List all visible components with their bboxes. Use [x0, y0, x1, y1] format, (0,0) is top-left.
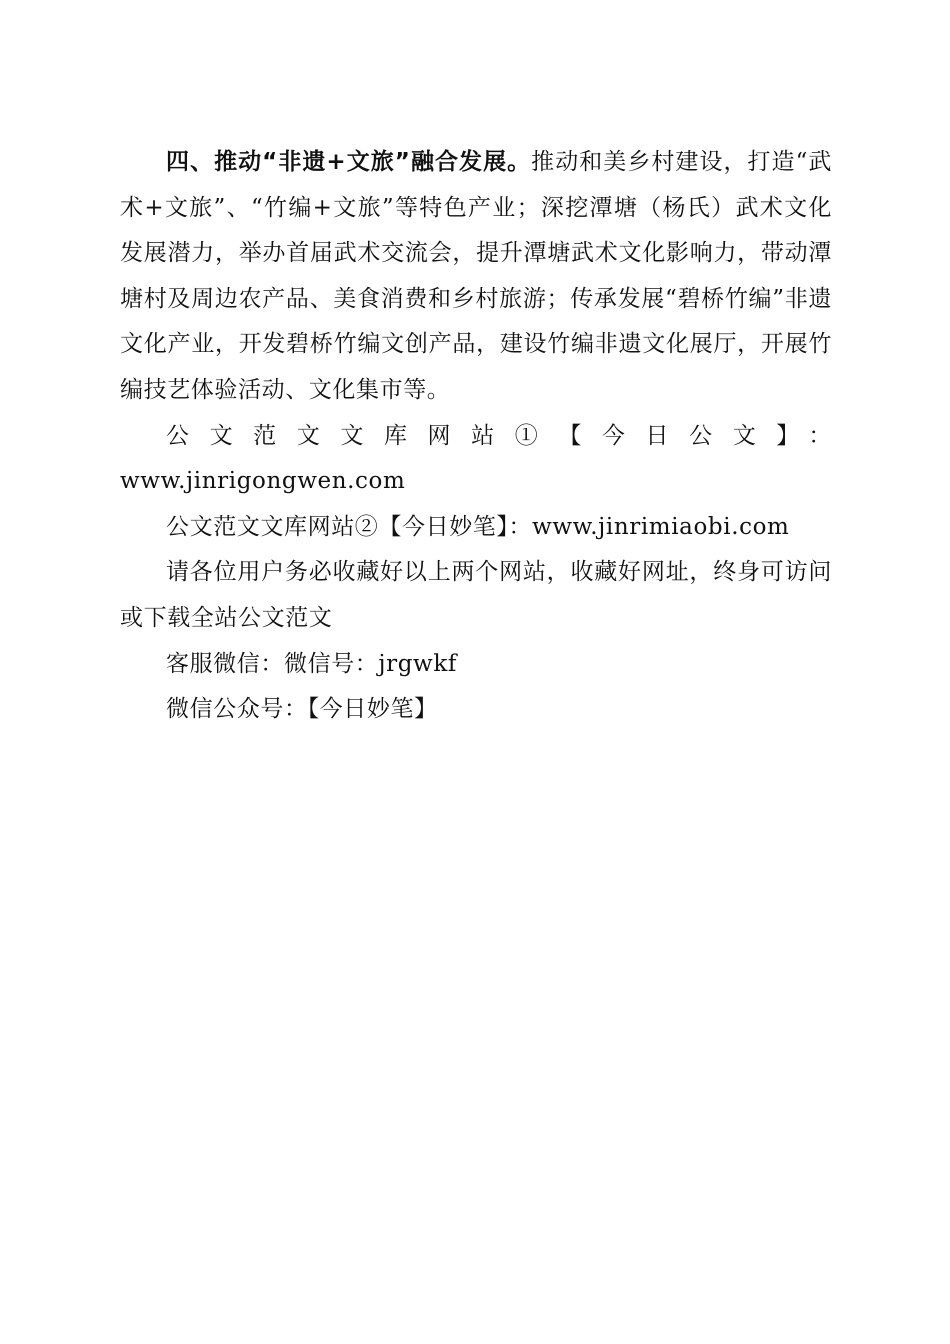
site-1-url: www.jinrigongwen.com — [120, 468, 406, 495]
paragraph-site-1 — [120, 414, 832, 460]
section-heading: 四、推动“非遗+文旅”融合发展。 — [166, 149, 532, 175]
service-label: 客服微信：微信号： — [166, 650, 379, 677]
site-2-url: www.jinrimiaobi.com — [532, 513, 790, 540]
paragraph-notice: 请各位用户务必收藏好以上两个网站，收藏好网址，终身可访问或下载全站公文范文 — [120, 559, 832, 631]
site-2-label: 公文范文文库网站②【今日妙笔】： — [166, 513, 533, 540]
paragraph-service — [120, 642, 832, 688]
paragraph-official-account: 微信公众号：【今日妙笔】 — [166, 696, 438, 723]
paragraph-section-4 — [120, 140, 832, 414]
document-body — [120, 140, 832, 733]
service-wechat-id: jrgwkf — [378, 650, 457, 677]
paragraph-site-1-url — [120, 459, 832, 505]
site-1-label: 公文范文文库网站①【今日公文】： — [166, 422, 832, 449]
paragraph-site-2 — [120, 505, 832, 551]
section-text: 推动和美乡村建设，打造“武术+文旅”、“竹编+文旅”等特色产业；深挖潭塘（杨氏）武术文化发展潜力，举办首届武术交流会，提升潭塘武术文化影响力，带动潭塘村及周边农产品、美食消费和乡村旅游；传承发展“碧桥竹编”非遗文化产业，开发碧桥竹编文创产品，建设竹编非遗文化展厅，开展竹编技艺体验活动、文化集市等。 — [120, 149, 832, 403]
